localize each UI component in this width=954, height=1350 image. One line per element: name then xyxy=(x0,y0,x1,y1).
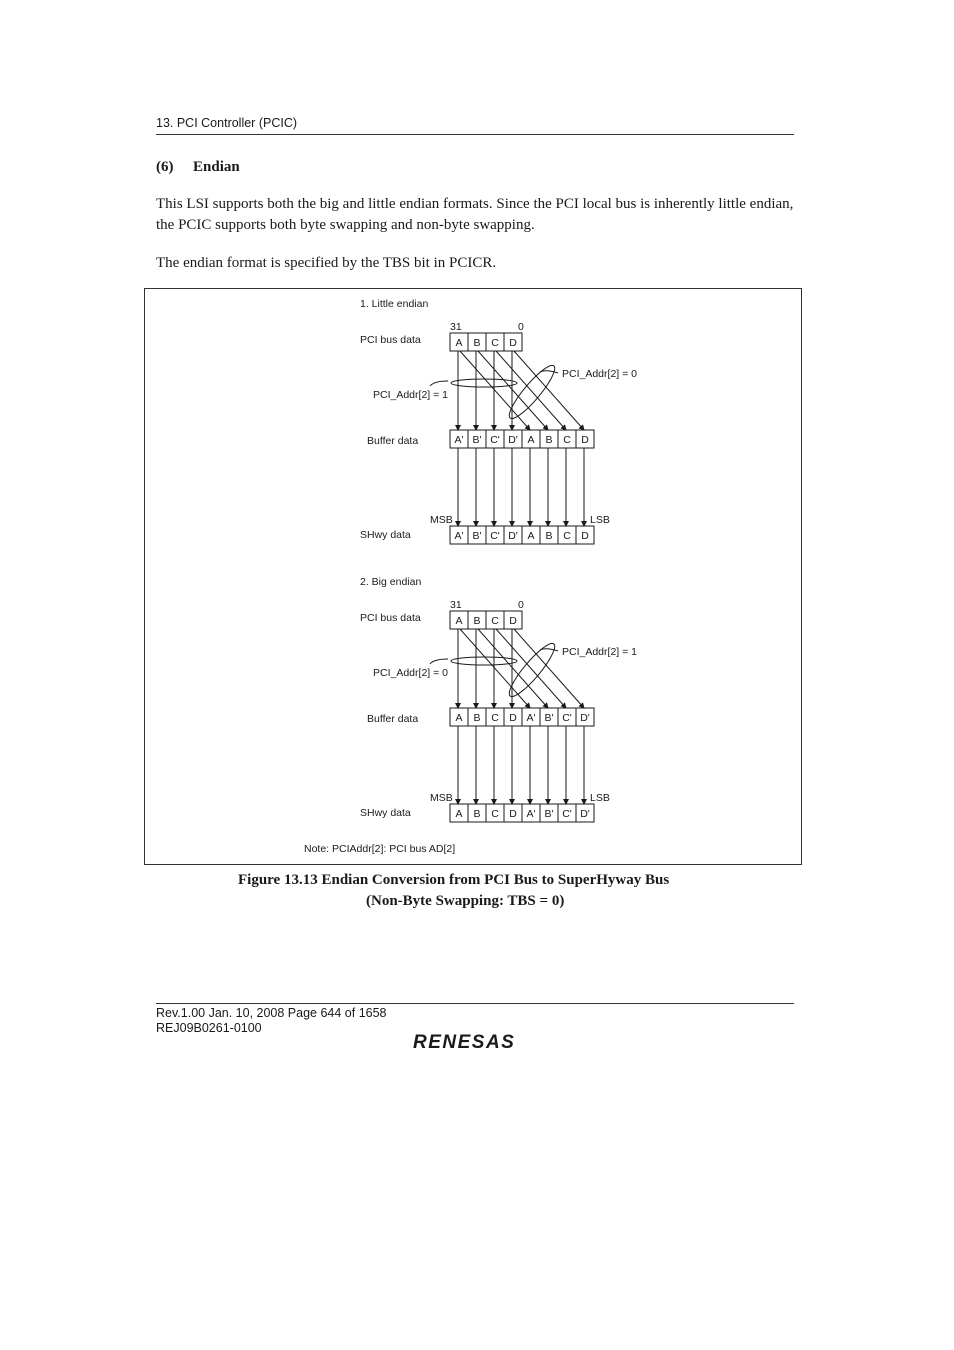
byte-cell: A xyxy=(455,712,463,724)
straight-arrows xyxy=(458,629,512,708)
byte-cell: A xyxy=(527,434,535,446)
byte-cell: B xyxy=(473,337,481,349)
body-paragraph: The endian format is specified by the TBS bit in PCICR. xyxy=(156,255,497,271)
byte-cell: C xyxy=(491,712,499,724)
byte-cell: D' xyxy=(580,712,590,724)
diagonal-arrows xyxy=(460,629,584,708)
leader-line xyxy=(540,371,558,373)
figure-caption-subtitle: (Non-Byte Swapping: TBS = 0) xyxy=(366,893,565,909)
buffer-data-label: Buffer data xyxy=(367,435,419,447)
byte-cell: B' xyxy=(544,712,554,724)
renesas-logo: RENESAS xyxy=(413,1032,516,1053)
bit-low-label: 0 xyxy=(518,599,524,611)
byte-cell: C' xyxy=(490,530,500,542)
byte-cell: B xyxy=(473,808,481,820)
panel-title: 2. Big endian xyxy=(360,576,422,588)
panel-big-endian xyxy=(360,576,637,822)
selection-ellipse-horizontal xyxy=(451,657,517,665)
shwy-register xyxy=(450,526,594,544)
endian-conversion-diagram xyxy=(144,288,802,865)
addr-label-left: PCI_Addr[2] = 0 xyxy=(373,667,449,679)
byte-cell: A xyxy=(455,615,463,627)
buffer-register xyxy=(450,708,594,726)
figure-note: Note: PCIAddr[2]: PCI bus AD[2] xyxy=(304,843,456,855)
buffer-register xyxy=(450,430,594,448)
section-number: (6) xyxy=(156,159,174,175)
running-header: 13. PCI Controller (PCIC) xyxy=(156,116,298,130)
byte-cell: A' xyxy=(526,808,536,820)
byte-cell: B' xyxy=(472,434,482,446)
leader-line xyxy=(430,381,448,386)
header-rule xyxy=(156,134,794,135)
byte-cell: A xyxy=(527,530,535,542)
shwy-data-label: SHwy data xyxy=(360,807,411,819)
byte-cell: D' xyxy=(508,530,518,542)
byte-cell: D xyxy=(581,434,589,446)
panel-little-endian xyxy=(360,298,637,544)
section-heading xyxy=(156,159,240,176)
byte-cell: A' xyxy=(454,434,464,446)
pci-bus-register xyxy=(450,611,522,629)
byte-cell: D xyxy=(509,615,517,627)
pci-bus-data-label: PCI bus data xyxy=(360,612,421,624)
byte-cell: C xyxy=(563,530,571,542)
byte-cell: B xyxy=(473,712,481,724)
straight-arrows xyxy=(458,351,512,430)
shwy-data-label: SHwy data xyxy=(360,529,411,541)
addr-label-right: PCI_Addr[2] = 1 xyxy=(562,646,638,658)
byte-cell: D' xyxy=(508,434,518,446)
body-paragraph: This LSI supports both the big and little endian formats. Since the PCI local bus is inherently little endian, the PCIC supports both byte swapping and non-byte swapping. xyxy=(156,196,794,233)
bit-high-label: 31 xyxy=(450,321,462,333)
selection-ellipse-horizontal xyxy=(451,379,517,387)
byte-cell: B xyxy=(545,530,553,542)
pci-bus-register xyxy=(450,333,522,351)
byte-cell: D xyxy=(581,530,589,542)
transfer-arrows xyxy=(458,726,584,804)
diagonal-arrows xyxy=(460,351,584,430)
byte-cell: B xyxy=(545,434,553,446)
footer-revision: Rev.1.00 Jan. 10, 2008 Page 644 of 1658 xyxy=(156,1006,387,1020)
byte-cell: C xyxy=(563,434,571,446)
byte-cell: D xyxy=(509,808,517,820)
addr-label-right: PCI_Addr[2] = 0 xyxy=(562,368,638,380)
byte-cell: B' xyxy=(544,808,554,820)
addr-label-left: PCI_Addr[2] = 1 xyxy=(373,389,449,401)
leader-line xyxy=(540,649,558,651)
byte-cell: A xyxy=(455,337,463,349)
byte-cell: C xyxy=(491,615,499,627)
footer-doc-number: REJ09B0261-0100 xyxy=(156,1021,262,1035)
byte-cell: A xyxy=(455,808,463,820)
byte-cell: D xyxy=(509,337,517,349)
byte-cell: C xyxy=(491,337,499,349)
leader-line xyxy=(430,659,448,664)
lsb-label: LSB xyxy=(590,514,610,526)
byte-cell: C' xyxy=(562,712,572,724)
byte-cell: C xyxy=(491,808,499,820)
pci-bus-data-label: PCI bus data xyxy=(360,334,421,346)
lsb-label: LSB xyxy=(590,792,610,804)
transfer-arrows xyxy=(458,448,584,526)
figure-caption: Figure 13.13 Endian Conversion from PCI Bus to SuperHyway Bus xyxy=(238,872,670,888)
byte-cell: A' xyxy=(526,712,536,724)
byte-cell: C' xyxy=(490,434,500,446)
byte-cell: B' xyxy=(472,530,482,542)
byte-cell: B xyxy=(473,615,481,627)
byte-cell: C' xyxy=(562,808,572,820)
msb-label: MSB xyxy=(430,792,453,804)
byte-cell: D xyxy=(509,712,517,724)
bit-high-label: 31 xyxy=(450,599,462,611)
byte-cell: D' xyxy=(580,808,590,820)
msb-label: MSB xyxy=(430,514,453,526)
bit-low-label: 0 xyxy=(518,321,524,333)
section-title: Endian xyxy=(193,159,240,175)
panel-title: 1. Little endian xyxy=(360,298,429,310)
buffer-data-label: Buffer data xyxy=(367,713,419,725)
byte-cell: A' xyxy=(454,530,464,542)
shwy-register xyxy=(450,804,594,822)
footer-rule xyxy=(156,1003,794,1004)
